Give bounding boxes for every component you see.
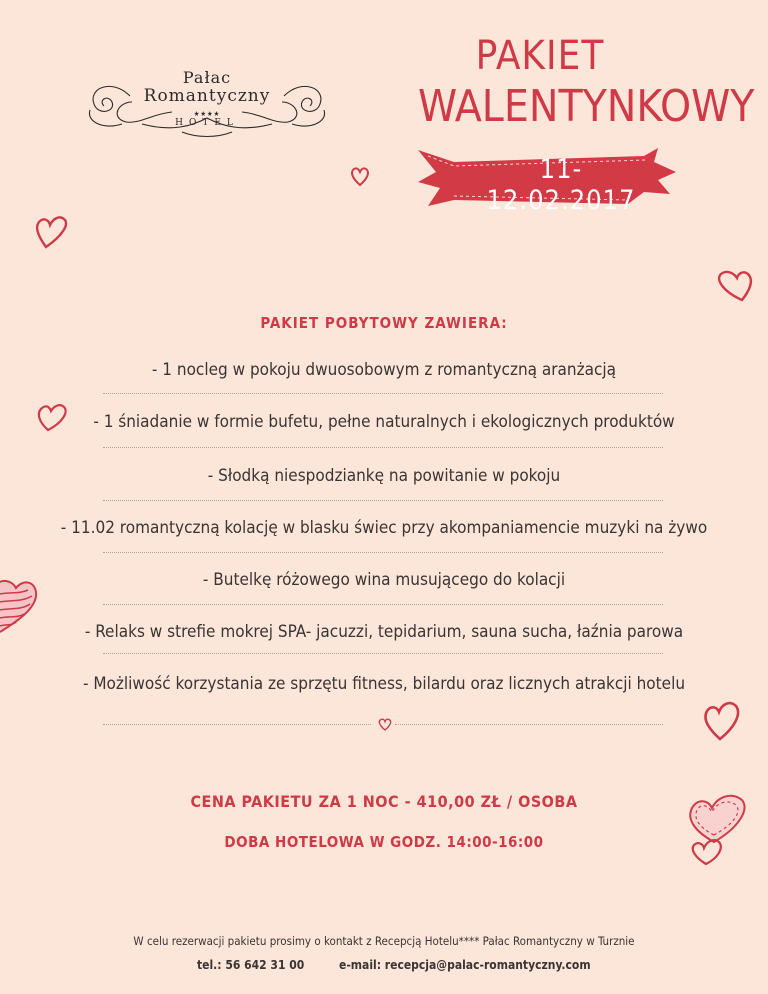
heart-icon <box>32 210 72 250</box>
package-price: CENA PAKIETU ZA 1 NOC - 410,00 ZŁ / OSOBA <box>190 792 578 811</box>
reservation-note: W celu rezerwacji pakietu prosimy o kontakt z Recepcją Hotelu**** Pałac Romantyczny w Turznie <box>133 934 635 948</box>
phone-number[interactable]: tel.: 56 642 31 00 <box>197 958 305 972</box>
logo-line-palac: Pałac <box>182 68 232 87</box>
dotted-divider <box>103 604 663 605</box>
heart-icon <box>348 164 372 188</box>
dotted-divider <box>395 724 663 725</box>
logo-stars: ★★★★ <box>193 110 221 118</box>
dotted-divider <box>103 653 663 654</box>
package-item: - 1 śniadanie w formie bufetu, pełne naturalnych i ekologicznych produktów <box>93 412 675 432</box>
hotel-hours: DOBA HOTELOWA W GODZ. 14:00-16:00 <box>224 833 544 851</box>
dotted-divider <box>103 447 663 448</box>
heart-icon <box>34 398 70 434</box>
title-line-2: WALENTYNKOWY <box>418 81 755 132</box>
dotted-divider <box>103 552 663 553</box>
small-heart-icon <box>377 716 393 732</box>
heart-icon <box>712 264 754 304</box>
package-item: - 1 nocleg w pokoju dwuosobowym z romantyczną aranżacją <box>151 360 617 380</box>
package-item: - 11.02 romantyczną kolację w blasku świec przy akompaniamencie muzyki na żywo <box>60 518 708 538</box>
logo-line-romantyczny: Romantyczny <box>143 86 271 106</box>
date-range: 11-12.02.2017 <box>486 154 636 216</box>
dotted-divider <box>103 724 371 725</box>
package-item: - Słodką niespodziankę na powitanie w pokoju <box>207 466 561 486</box>
logo-line-hotel: HOTEL <box>175 118 239 128</box>
dotted-divider <box>103 393 663 394</box>
package-heading: PAKIET POBYTOWY ZAWIERA: <box>260 314 508 332</box>
dotted-divider <box>103 500 663 501</box>
heart-icon <box>700 698 742 742</box>
package-item: - Butelkę różowego wina musującego do kolacji <box>202 570 566 590</box>
hotel-logo <box>82 66 332 146</box>
stitched-heart-icon <box>684 788 750 868</box>
title-line-1: PAKIET <box>475 33 605 79</box>
striped-heart-icon <box>0 572 40 636</box>
package-item: - Możliwość korzystania ze sprzętu fitness, bilardu oraz licznych atrakcji hotelu <box>82 674 686 694</box>
package-item: - Relaks w strefie mokrej SPA- jacuzzi, tepidarium, sauna sucha, łaźnia parowa <box>84 622 684 642</box>
email-address[interactable]: e-mail: recepcja@palac-romantyczny.com <box>339 958 591 972</box>
